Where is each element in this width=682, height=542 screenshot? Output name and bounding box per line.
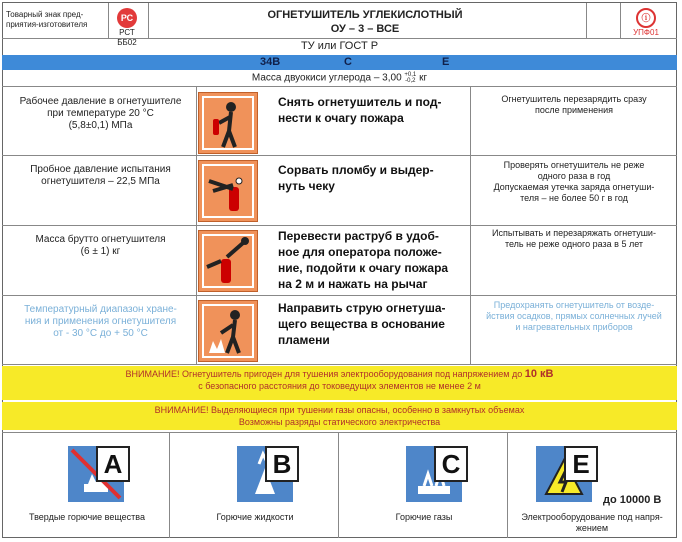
class-a-label: Твердые горючие вещества — [29, 512, 145, 522]
warning-1-text: ВНИМАНИЕ! Огнетушитель пригоден для тушения электрооборудования под напряжением до — [125, 369, 523, 379]
warning-2-static: Возможны разряды статического электричества — [238, 417, 441, 427]
warning-gases — [2, 402, 677, 430]
step-2-picture — [198, 160, 258, 222]
class-a-letter: А — [96, 446, 130, 482]
rating-34b: 34В — [260, 56, 281, 68]
manufacturer-logo — [626, 8, 666, 38]
rst-icon: РС — [117, 8, 137, 28]
step-2-instruction: Сорвать пломбу и выдер- нуть чеку — [278, 163, 434, 193]
gross-mass-spec: Масса брутто огнетушителя (6 ± 1) кг — [35, 234, 166, 257]
recharge-note: Огнетушитель перезарядить сразу после применения — [501, 94, 647, 115]
warning-1-voltage: 10 кВ — [524, 368, 554, 380]
class-c-letter: С — [434, 446, 468, 482]
warning-1-distance: с безопасного расстояния до токоведущих элементов не менее 2 м — [198, 381, 481, 391]
rating-c: С — [344, 56, 352, 68]
title-line-1: ОГНЕТУШИТЕЛЬ УГЛЕКИСЛОТНЫЙ — [267, 9, 463, 21]
annual-check-note: Проверять огнетушитель не реже одного раза в год Допускаемая утечка заряда огнетуши- теля – не более 50 г в год — [493, 160, 655, 203]
class-e-voltage-limit: до 10000 В — [603, 494, 662, 506]
class-e-letter: Е — [564, 446, 598, 482]
class-b-label: Горючие жидкости — [216, 512, 294, 522]
title-line-2: ОУ – 3 – ВСЕ — [330, 23, 400, 35]
step-3-instruction: Перевести раструб в удоб- ное для оператора положе- ние, подойти к очагу пожара на 2 м и нажать на рычаг — [278, 229, 449, 291]
warning-2-text: ВНИМАНИЕ! Выделяющиеся при тушении газы опасны, особенно в замкнутых объемах — [154, 405, 525, 415]
five-year-test-note: Испытывать и перезаряжать огнетуши- тель не реже одного раза в 5 лет — [492, 228, 656, 249]
spray-at-fire-icon — [199, 301, 257, 361]
temperature-range-spec: Температурный диапазон хране- ния и применения огнетушителя от - 30 °С до + 50 °С — [24, 304, 177, 339]
mass-tolerance: +0,1 -0,2 — [404, 72, 417, 84]
tu-gost-label: ТУ или ГОСТ Р — [300, 40, 379, 52]
mass-label: Масса двуокиси углерода – 3,00 — [251, 72, 402, 84]
class-rating-bar — [2, 55, 677, 70]
class-b-letter: В — [265, 446, 299, 482]
press-lever-icon — [199, 231, 257, 291]
trademark-label: Товарный знак пред- приятия-изготовителя — [6, 10, 88, 29]
co2-mass — [2, 72, 677, 84]
warning-electrical — [2, 366, 677, 400]
step-1-instruction: Снять огнетушитель и под- нести к очагу пожара — [278, 95, 442, 125]
cert-code: РСТ ББ02 — [117, 28, 137, 47]
class-e-label: Электрооборудование под напря- жением — [521, 512, 663, 533]
person-carrying-extinguisher-icon — [199, 93, 257, 153]
step-4-picture — [198, 300, 258, 362]
pull-pin-icon — [199, 161, 257, 221]
logo-caption: УПФ01 — [633, 28, 659, 37]
working-pressure-spec: Рабочее давление в огнетушителе при температуре 20 °С (5,8±0,1) МПа — [19, 96, 182, 131]
mass-unit: кг — [419, 72, 428, 84]
page-title — [150, 8, 580, 36]
rating-e: Е — [442, 56, 450, 68]
protection-note: Предохранять огнетушитель от возде- йствия осадков, прямых солнечных лучей и нагревательных приборов — [486, 300, 662, 332]
step-1-picture — [198, 92, 258, 154]
step-4-instruction: Направить струю огнетуша- щего вещества в основание пламени — [278, 301, 446, 347]
step-3-picture — [198, 230, 258, 292]
flame-logo-icon: ⓘ — [636, 8, 656, 28]
test-pressure-spec: Пробное давление испытания огнетушителя – 22,5 МПа — [30, 164, 171, 187]
class-c-label: Горючие газы — [395, 512, 453, 522]
